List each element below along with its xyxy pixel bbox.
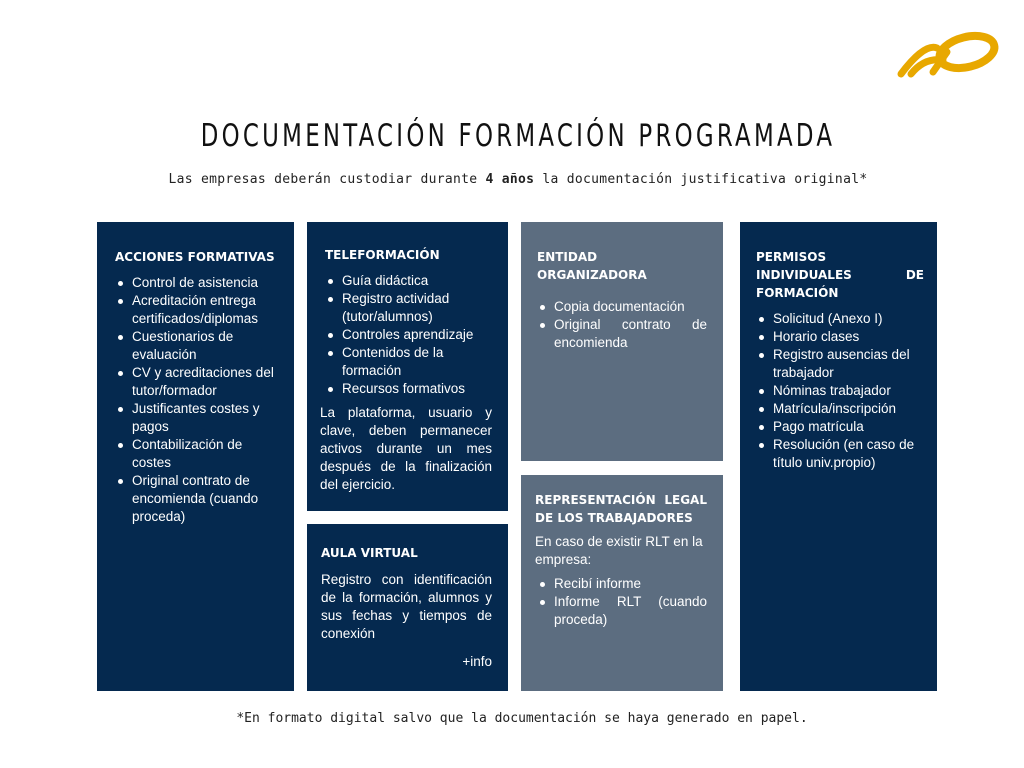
aula-virtual-text: Registro con identificación de la formación, alumnos y sus fechas y tiempos de conexión: [321, 572, 492, 641]
page-title: DOCUMENTACIÓN FORMACIÓN PROGRAMADA: [200, 118, 836, 154]
list-item: Nóminas trabajador: [773, 382, 924, 400]
list-item: Copia documentación: [554, 298, 707, 316]
list-item: Solicitud (Anexo I): [773, 310, 924, 328]
list-item: Informe RLT (cuando proceda): [554, 594, 707, 627]
permisos-individuales-title: PERMISOS INDIVIDUALES DE FORMACIÓN: [756, 250, 924, 300]
list-item: Pago matrícula: [773, 418, 924, 436]
list-item: CV y acreditaciones del tutor/formador: [132, 364, 284, 400]
teleformacion-note: La plataforma, usuario y clave, deben permanecer activos durante un mes después de la finalización del ejercicio.: [320, 405, 492, 492]
footnote: *En formato digital salvo que la documentación se haya generado en papel.: [236, 711, 808, 726]
list-item: Recibí informe: [554, 575, 707, 593]
list-item: Guía didáctica: [342, 272, 492, 290]
list-item: Registro actividad (tutor/alumnos): [342, 290, 492, 326]
aula-virtual-title: AULA VIRTUAL: [321, 546, 418, 560]
more-info-link[interactable]: +info: [462, 654, 492, 669]
page-subtitle: [0, 172, 1024, 187]
permisos-individuales-card: [740, 222, 937, 691]
list-item: Contenidos de la formación: [342, 344, 492, 380]
representacion-legal-intro: En caso de existir RLT en la empresa:: [535, 534, 703, 567]
list-item: Acreditación entrega certificados/diplomas: [132, 292, 284, 328]
permisos-individuales-list: [756, 310, 924, 472]
subtitle-highlight: 4 años: [485, 172, 535, 187]
acciones-formativas-list: [115, 274, 284, 526]
subtitle-text-end: la documentación justificativa original*: [534, 172, 868, 187]
list-item: Recursos formativos: [342, 380, 492, 398]
list-item: Original contrato de encomienda (cuando proceda): [132, 472, 284, 526]
entidad-organizadora-card: [521, 222, 723, 461]
list-item: Matrícula/inscripción: [773, 400, 924, 418]
list-item: Control de asistencia: [132, 274, 284, 292]
representacion-legal-card: [521, 475, 723, 691]
aula-virtual-card: [307, 524, 508, 691]
list-item: Controles aprendizaje: [342, 326, 492, 344]
teleformacion-list: [320, 272, 492, 398]
acciones-formativas-title: ACCIONES FORMATIVAS: [115, 250, 275, 264]
fundae-logo-icon: [893, 28, 1001, 80]
list-item: Resolución (en caso de título univ.propio): [773, 436, 924, 472]
entidad-organizadora-list: [537, 298, 707, 352]
entidad-organizadora-title: ENTIDAD ORGANIZADORA: [537, 250, 647, 282]
list-item: Justificantes costes y pagos: [132, 400, 284, 436]
list-item: Cuestionarios de evaluación: [132, 328, 284, 364]
list-item: Original contrato de encomienda: [554, 317, 707, 350]
teleformacion-card: [307, 222, 508, 511]
representacion-legal-list: [535, 575, 707, 629]
teleformacion-title: TELEFORMACIÓN: [325, 248, 440, 262]
acciones-formativas-card: [97, 222, 294, 691]
list-item: Contabilización de costes: [132, 436, 284, 472]
list-item: Registro ausencias del trabajador: [773, 346, 924, 382]
subtitle-text-start: Las empresas deberán custodiar durante: [168, 172, 486, 187]
representacion-legal-title: REPRESENTACIÓN LEGAL DE LOS TRABAJADORES: [535, 493, 707, 525]
list-item: Horario clases: [773, 328, 924, 346]
